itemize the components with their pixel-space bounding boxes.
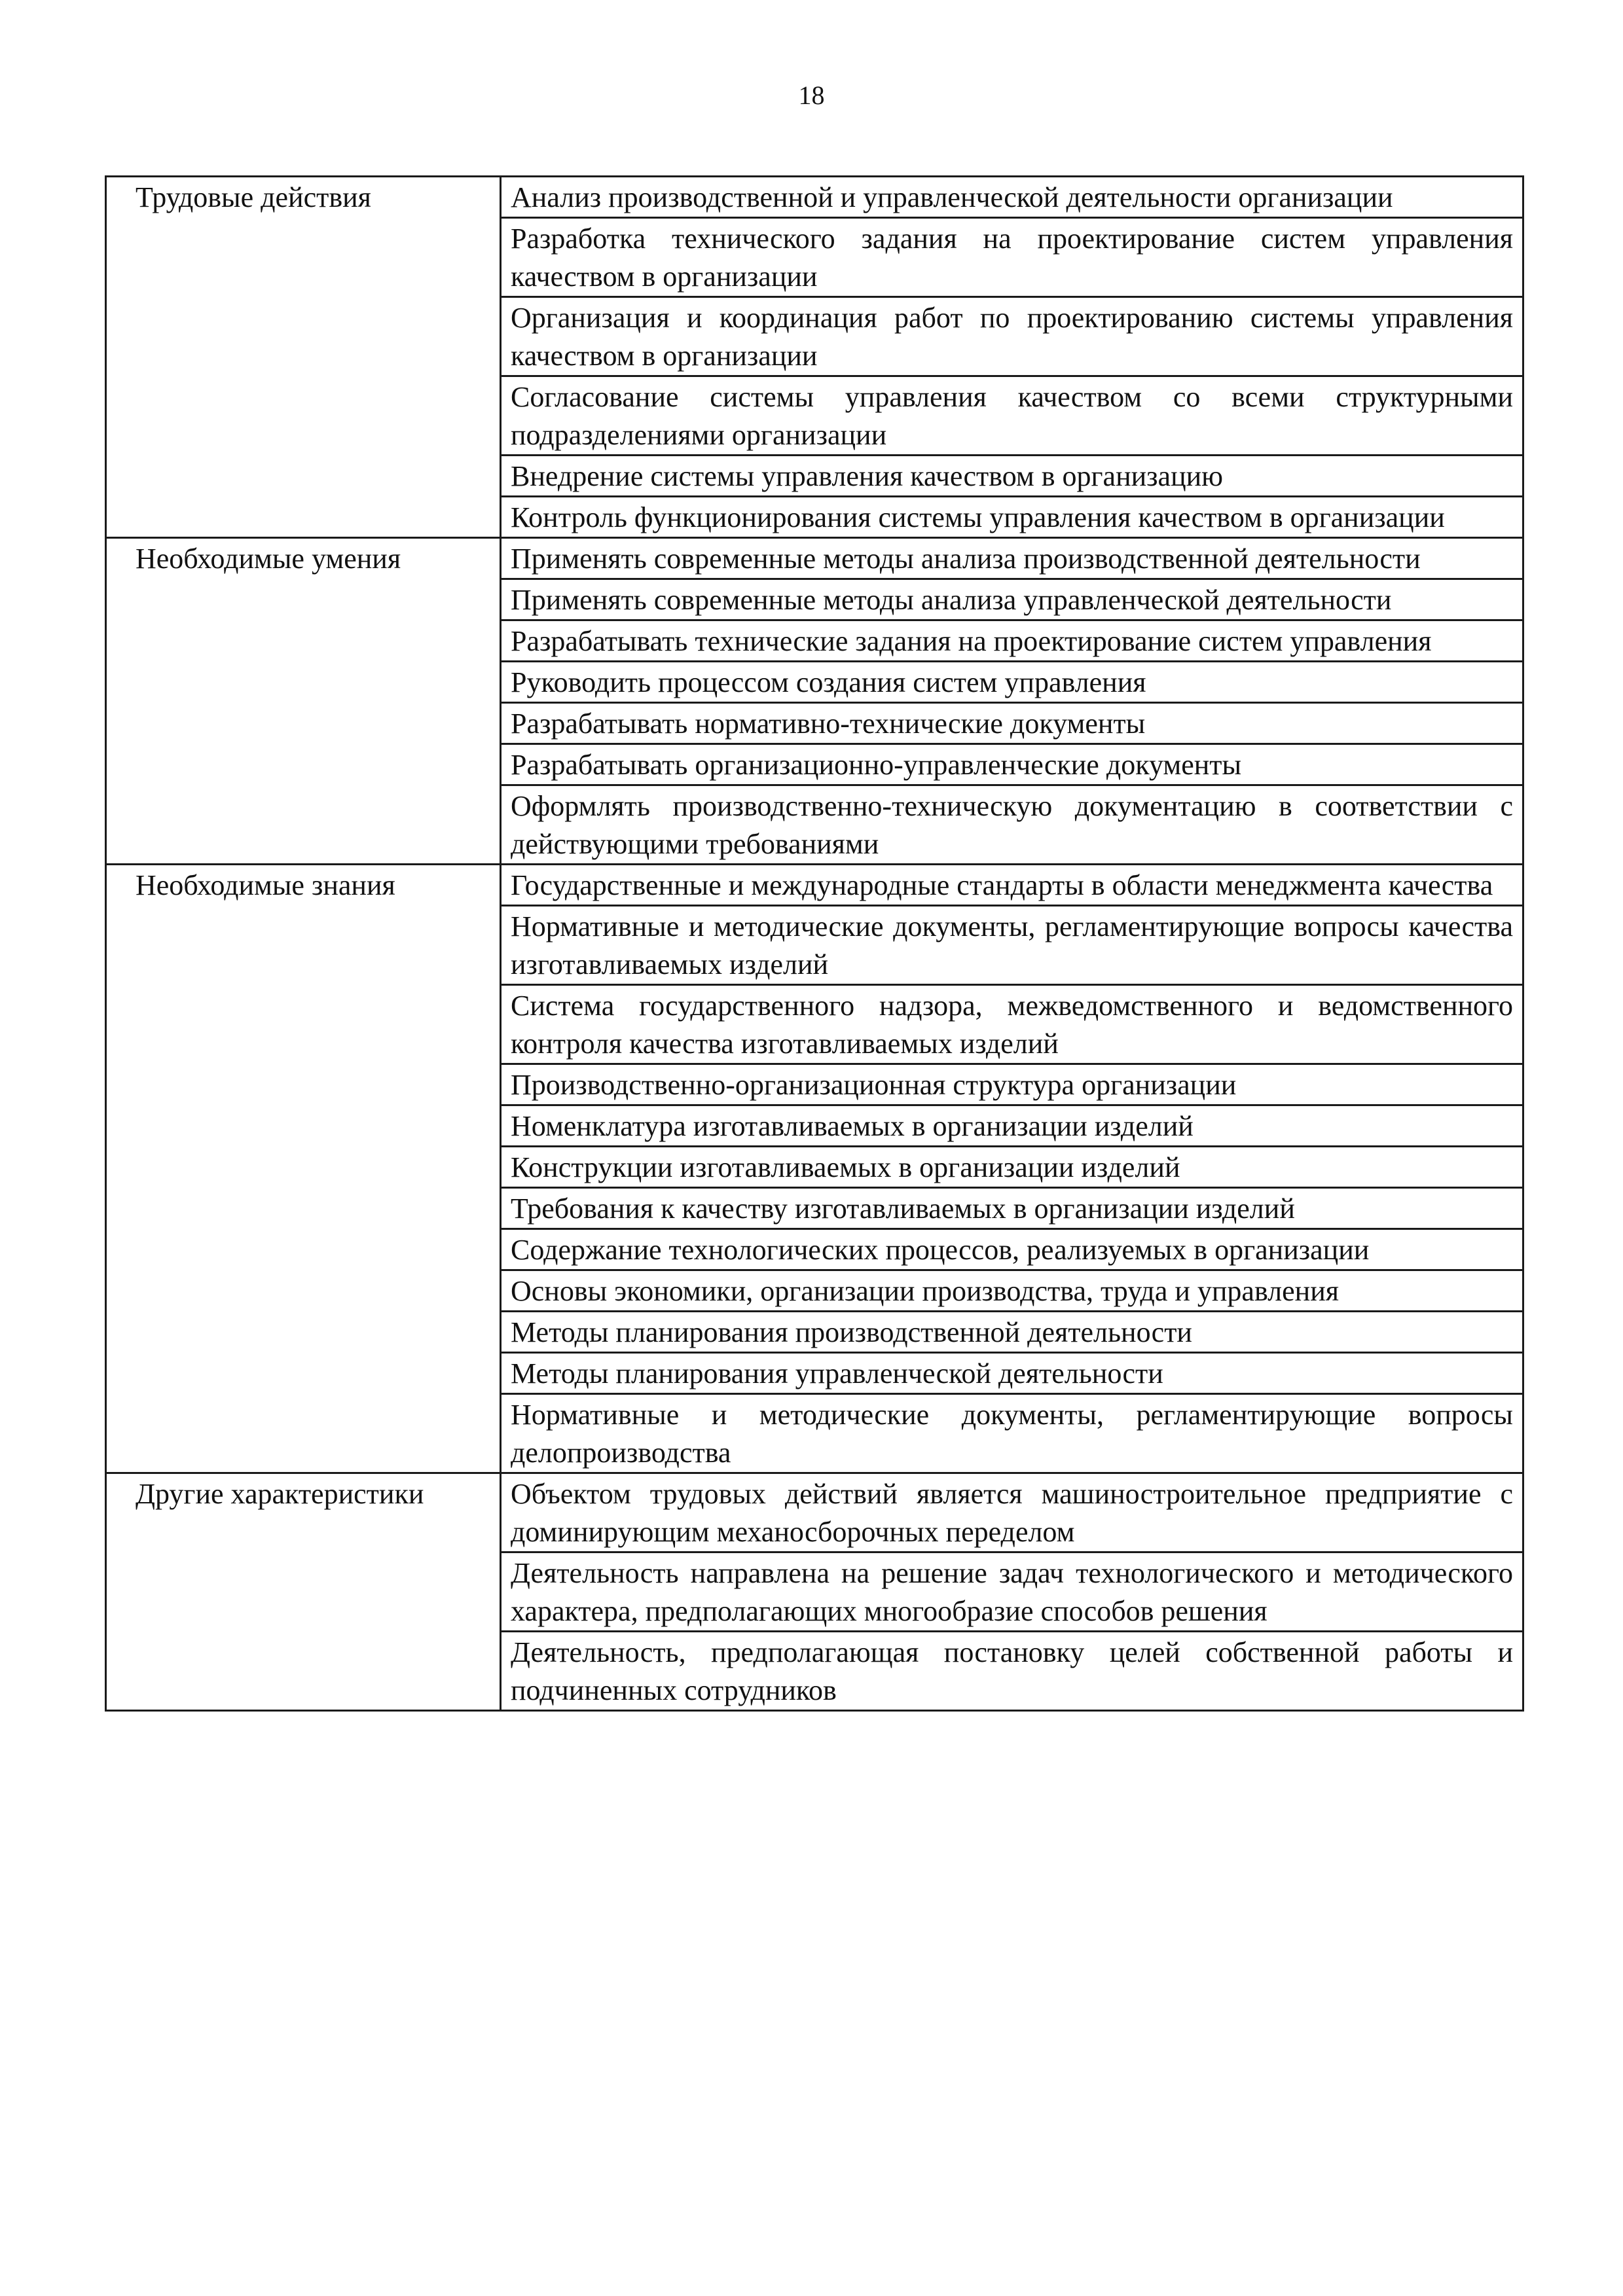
section-item: Контроль функционирования системы управления качеством в организации: [501, 497, 1523, 538]
section-item: Объектом трудовых действий является машиностроительное предприятие с доминирующим механосборочных переделом: [501, 1473, 1523, 1552]
section-item: Содержание технологических процессов, реализуемых в организации: [501, 1229, 1523, 1270]
section-item: Деятельность направлена на решение задач технологического и методического характера, предполагающих многообразие способов решения: [501, 1552, 1523, 1632]
table-row: [106, 177, 1523, 218]
section-item: Нормативные и методические документы, регламентирующие вопросы делопроизводства: [501, 1394, 1523, 1473]
section-item: Производственно-организационная структура организации: [501, 1064, 1523, 1105]
section-item: Оформлять производственно-техническую документацию в соответствии с действующими требованиями: [501, 785, 1523, 865]
table-body: [106, 177, 1523, 1711]
section-item: Методы планирования управленческой деятельности: [501, 1353, 1523, 1394]
section-item: Применять современные методы анализа управленческой деятельности: [501, 579, 1523, 620]
table-row: [106, 1473, 1523, 1552]
page-number: 18: [798, 81, 825, 110]
section-item: Внедрение системы управления качеством в организацию: [501, 456, 1523, 497]
section-item: Методы планирования производственной деятельности: [501, 1312, 1523, 1353]
section-item: Основы экономики, организации производства, труда и управления: [501, 1270, 1523, 1312]
section-item: Разрабатывать организационно-управленческие документы: [501, 744, 1523, 785]
labor-functions-table: [105, 175, 1524, 1712]
section-label: Другие характеристики: [106, 1473, 501, 1711]
section-label: Необходимые знания: [106, 865, 501, 1473]
section-item: Нормативные и методические документы, регламентирующие вопросы качества изготавливаемых изделий: [501, 906, 1523, 985]
section-item: Система государственного надзора, межведомственного и ведомственного контроля качества изготавливаемых изделий: [501, 985, 1523, 1064]
section-item: Согласование системы управления качеством со всеми структурными подразделениями организации: [501, 376, 1523, 456]
section-item: Номенклатура изготавливаемых в организации изделий: [501, 1105, 1523, 1147]
section-label: Трудовые действия: [106, 177, 501, 538]
section-item: Руководить процессом создания систем управления: [501, 662, 1523, 703]
section-item: Анализ производственной и управленческой деятельности организации: [501, 177, 1523, 218]
section-item: Требования к качеству изготавливаемых в организации изделий: [501, 1188, 1523, 1229]
section-item: Деятельность, предполагающая постановку целей собственной работы и подчиненных сотрудников: [501, 1632, 1523, 1711]
section-item: Разрабатывать нормативно-технические документы: [501, 703, 1523, 744]
table-row: [106, 538, 1523, 579]
section-item: Применять современные методы анализа производственной деятельности: [501, 538, 1523, 579]
section-item: Организация и координация работ по проектированию системы управления качеством в организации: [501, 297, 1523, 376]
section-item: Разработка технического задания на проектирование систем управления качеством в организации: [501, 218, 1523, 297]
section-item: Конструкции изготавливаемых в организации изделий: [501, 1147, 1523, 1188]
section-item: Разрабатывать технические задания на проектирование систем управления: [501, 620, 1523, 662]
table-row: [106, 865, 1523, 906]
section-label: Необходимые умения: [106, 538, 501, 865]
section-item: Государственные и международные стандарты в области менеджмента качества: [501, 865, 1523, 906]
